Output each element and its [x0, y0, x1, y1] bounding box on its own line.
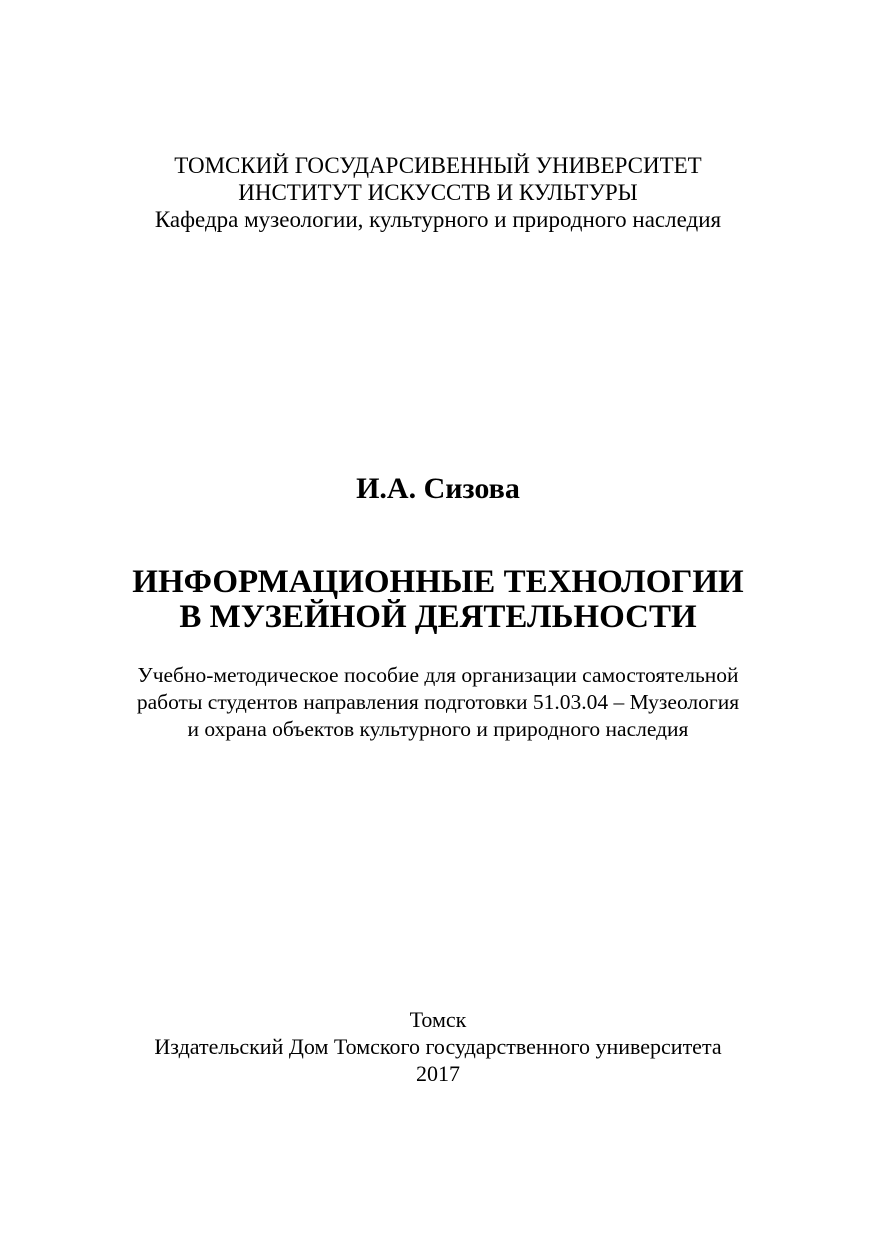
- book-title-line-2: В МУЗЕЙНОЙ ДЕЯТЕЛЬНОСТИ: [179, 599, 697, 635]
- imprint-year: 2017: [416, 1061, 460, 1086]
- department-name: Кафедра музеологии, культурного и природного наследия: [154, 207, 722, 232]
- author-name: И.А. Сизова: [356, 472, 520, 505]
- book-title-line-1: ИНФОРМАЦИОННЫЕ ТЕХНОЛОГИИ: [132, 564, 744, 600]
- imprint-city: Томск: [409, 1007, 467, 1032]
- subtitle-line-1: Учебно-методическое пособие для организации самостоятельной: [137, 663, 739, 687]
- university-name: ТОМСКИЙ ГОСУДАРСИВЕННЫЙ УНИВЕРСИТЕТ: [174, 153, 702, 178]
- institute-name: ИНСТИТУТ ИСКУССТВ И КУЛЬТУРЫ: [238, 180, 638, 205]
- imprint-publisher: Издательский Дом Томского государственного университета: [154, 1034, 722, 1059]
- subtitle-line-2: работы студентов направления подготовки 51.03.04 – Музеология: [136, 690, 740, 714]
- subtitle-line-3: и охрана объектов культурного и природного наследия: [187, 717, 689, 741]
